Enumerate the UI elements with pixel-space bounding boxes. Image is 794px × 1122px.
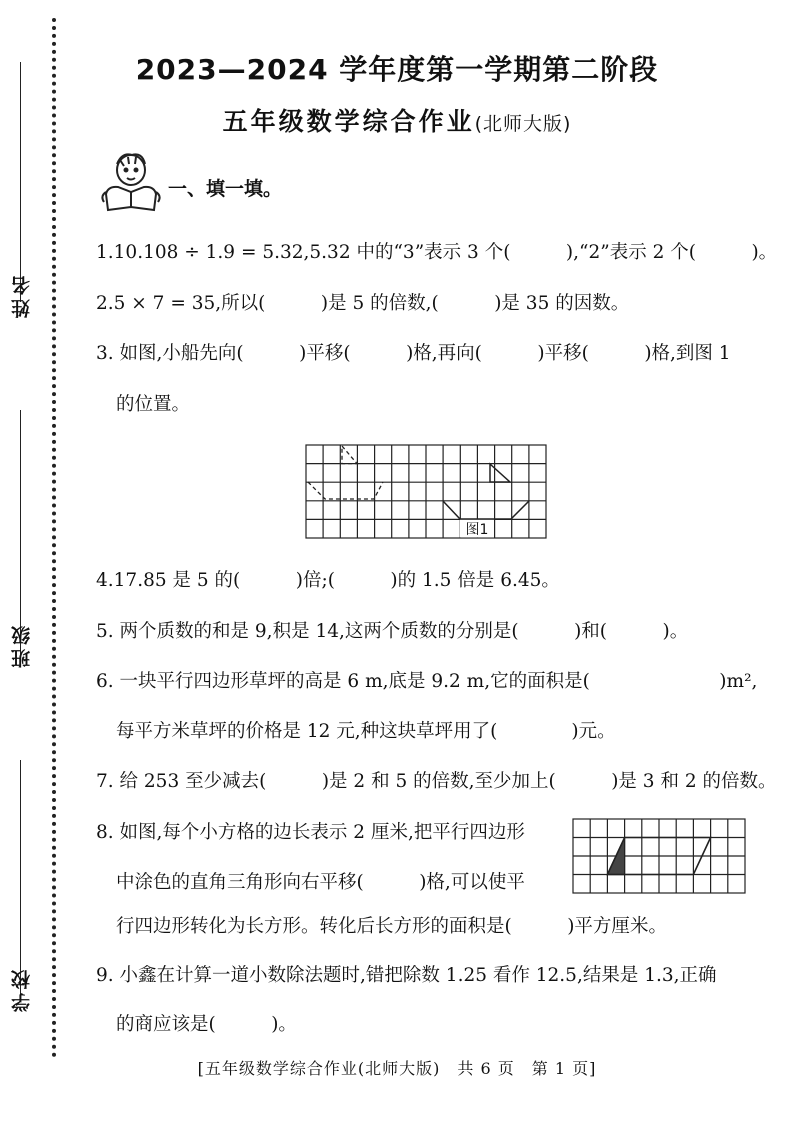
reading-child-icon: [98, 150, 166, 214]
question-8-line-3: 行四边形转化为长方形。转化后长方形的面积是( )平方厘米。: [116, 916, 667, 937]
name-label: 姓名: [11, 272, 33, 318]
page-subtitle: [0, 102, 794, 138]
section-title: 一、填一填。: [168, 178, 283, 200]
edition-text: (北师大版): [474, 113, 572, 135]
question-1: 1.10.108 ÷ 1.9 = 5.32,5.32 中的“3”表示 3 个( ),“2”表示 2 个( )。: [96, 242, 778, 263]
question-3-line-1: 3. 如图,小船先向( )平移( )格,再向( )平移( )格,到图 1: [96, 343, 731, 364]
question-6-line-2: 每平方米草坪的价格是 12 元,种这块草坪用了( )元。: [116, 721, 616, 742]
question-9-line-2: 的商应该是( )。: [116, 1014, 297, 1035]
question-8-line-1: 8. 如图,每个小方格的边长表示 2 厘米,把平行四边形: [96, 822, 525, 843]
figure-1-label: 图1: [465, 522, 489, 538]
binding-dotted-line: [52, 18, 56, 1058]
page-title: 2023—2024 学年度第一学期第二阶段: [135, 53, 659, 86]
question-6-line-1: 6. 一块平行四边形草坪的高是 6 m,底是 9.2 m,它的面积是( )m²,: [96, 671, 758, 692]
question-7: 7. 给 253 至少减去( )是 2 和 5 的倍数,至少加上( )是 3 和 2 的倍数。: [96, 771, 777, 792]
question-4: 4.17.85 是 5 的( )倍;( )的 1.5 倍是 6.45。: [96, 570, 560, 591]
boat-grid-figure: [305, 444, 549, 540]
school-label: 学校: [11, 966, 33, 1012]
grid-lines: [573, 819, 745, 893]
page-footer: [五年级数学综合作业(北师大版) 共 6 页 第 1 页]: [197, 1059, 597, 1078]
school-blank-line[interactable]: [20, 760, 21, 1000]
parallelogram-grid-figure: [572, 818, 748, 896]
question-8-line-2: 中涂色的直角三角形向右平移( )格,可以使平: [116, 872, 525, 893]
question-3-line-2: 的位置。: [116, 394, 191, 415]
name-blank-line[interactable]: [20, 62, 21, 302]
original-boat-shape: [308, 446, 383, 499]
question-5: 5. 两个质数的和是 9,积是 14,这两个质数的分别是( )和( )。: [96, 621, 689, 642]
question-2: 2.5 × 7 = 35,所以( )是 5 的倍数,( )是 35 的因数。: [96, 293, 630, 314]
subtitle-text: 五年级数学综合作业: [222, 107, 475, 136]
question-9-line-1: 9. 小鑫在计算一道小数除法题时,错把除数 1.25 看作 12.5,结果是 1.3,正确: [96, 965, 717, 986]
final-boat-shape: [443, 464, 529, 519]
class-label: 班级: [11, 622, 33, 668]
